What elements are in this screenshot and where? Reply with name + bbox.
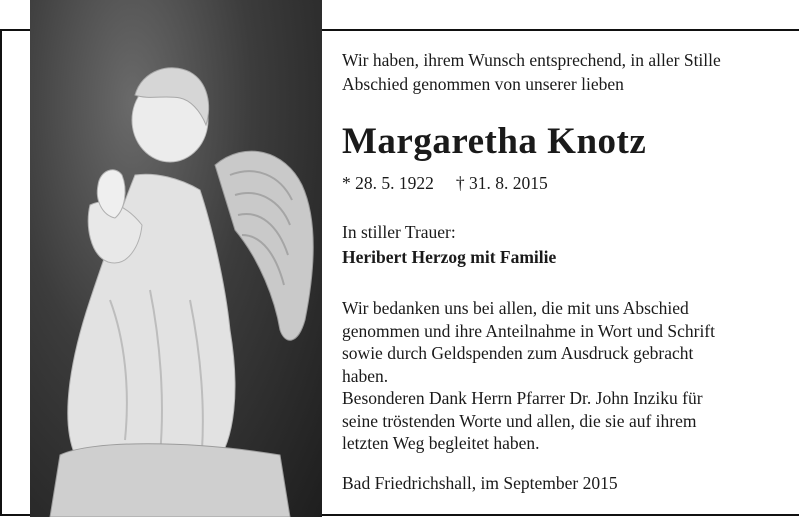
mourners-name: Heribert Herzog mit Familie	[342, 247, 557, 267]
deceased-name: Margaretha Knotz	[342, 121, 647, 162]
intro-text	[342, 48, 782, 96]
mourning-label: In stiller Trauer:	[342, 222, 456, 242]
place-and-date: Bad Friedrichshall, im September 2015	[342, 473, 618, 493]
thanks-line: letzten Weg begleitet haben.	[342, 433, 540, 453]
intro-line: Wir haben, ihrem Wunsch entsprechend, in aller Stille	[342, 50, 721, 70]
thanks-line: Wir bedanken uns bei allen, die mit uns Abschied	[342, 298, 689, 318]
life-dates	[342, 173, 570, 194]
thanks-line: Besonderen Dank Herrn Pfarrer Dr. John Inziku für	[342, 388, 703, 408]
thanks-line: sowie durch Geldspenden zum Ausdruck gebracht	[342, 343, 694, 363]
thanks-line: genommen und ihre Anteilnahme in Wort und Schrift	[342, 320, 715, 341]
thanks-line: seine tröstenden Worte und allen, die sie auf ihrem	[342, 410, 697, 431]
angel-statue-image	[30, 0, 322, 517]
birth-date: * 28. 5. 1922	[342, 173, 434, 193]
angel-statue-illustration	[30, 0, 322, 517]
death-date: † 31. 8. 2015	[455, 173, 548, 193]
thanks-text	[342, 297, 782, 455]
thanks-line: haben.	[342, 365, 389, 386]
intro-line: Abschied genommen von unserer lieben	[342, 74, 624, 94]
